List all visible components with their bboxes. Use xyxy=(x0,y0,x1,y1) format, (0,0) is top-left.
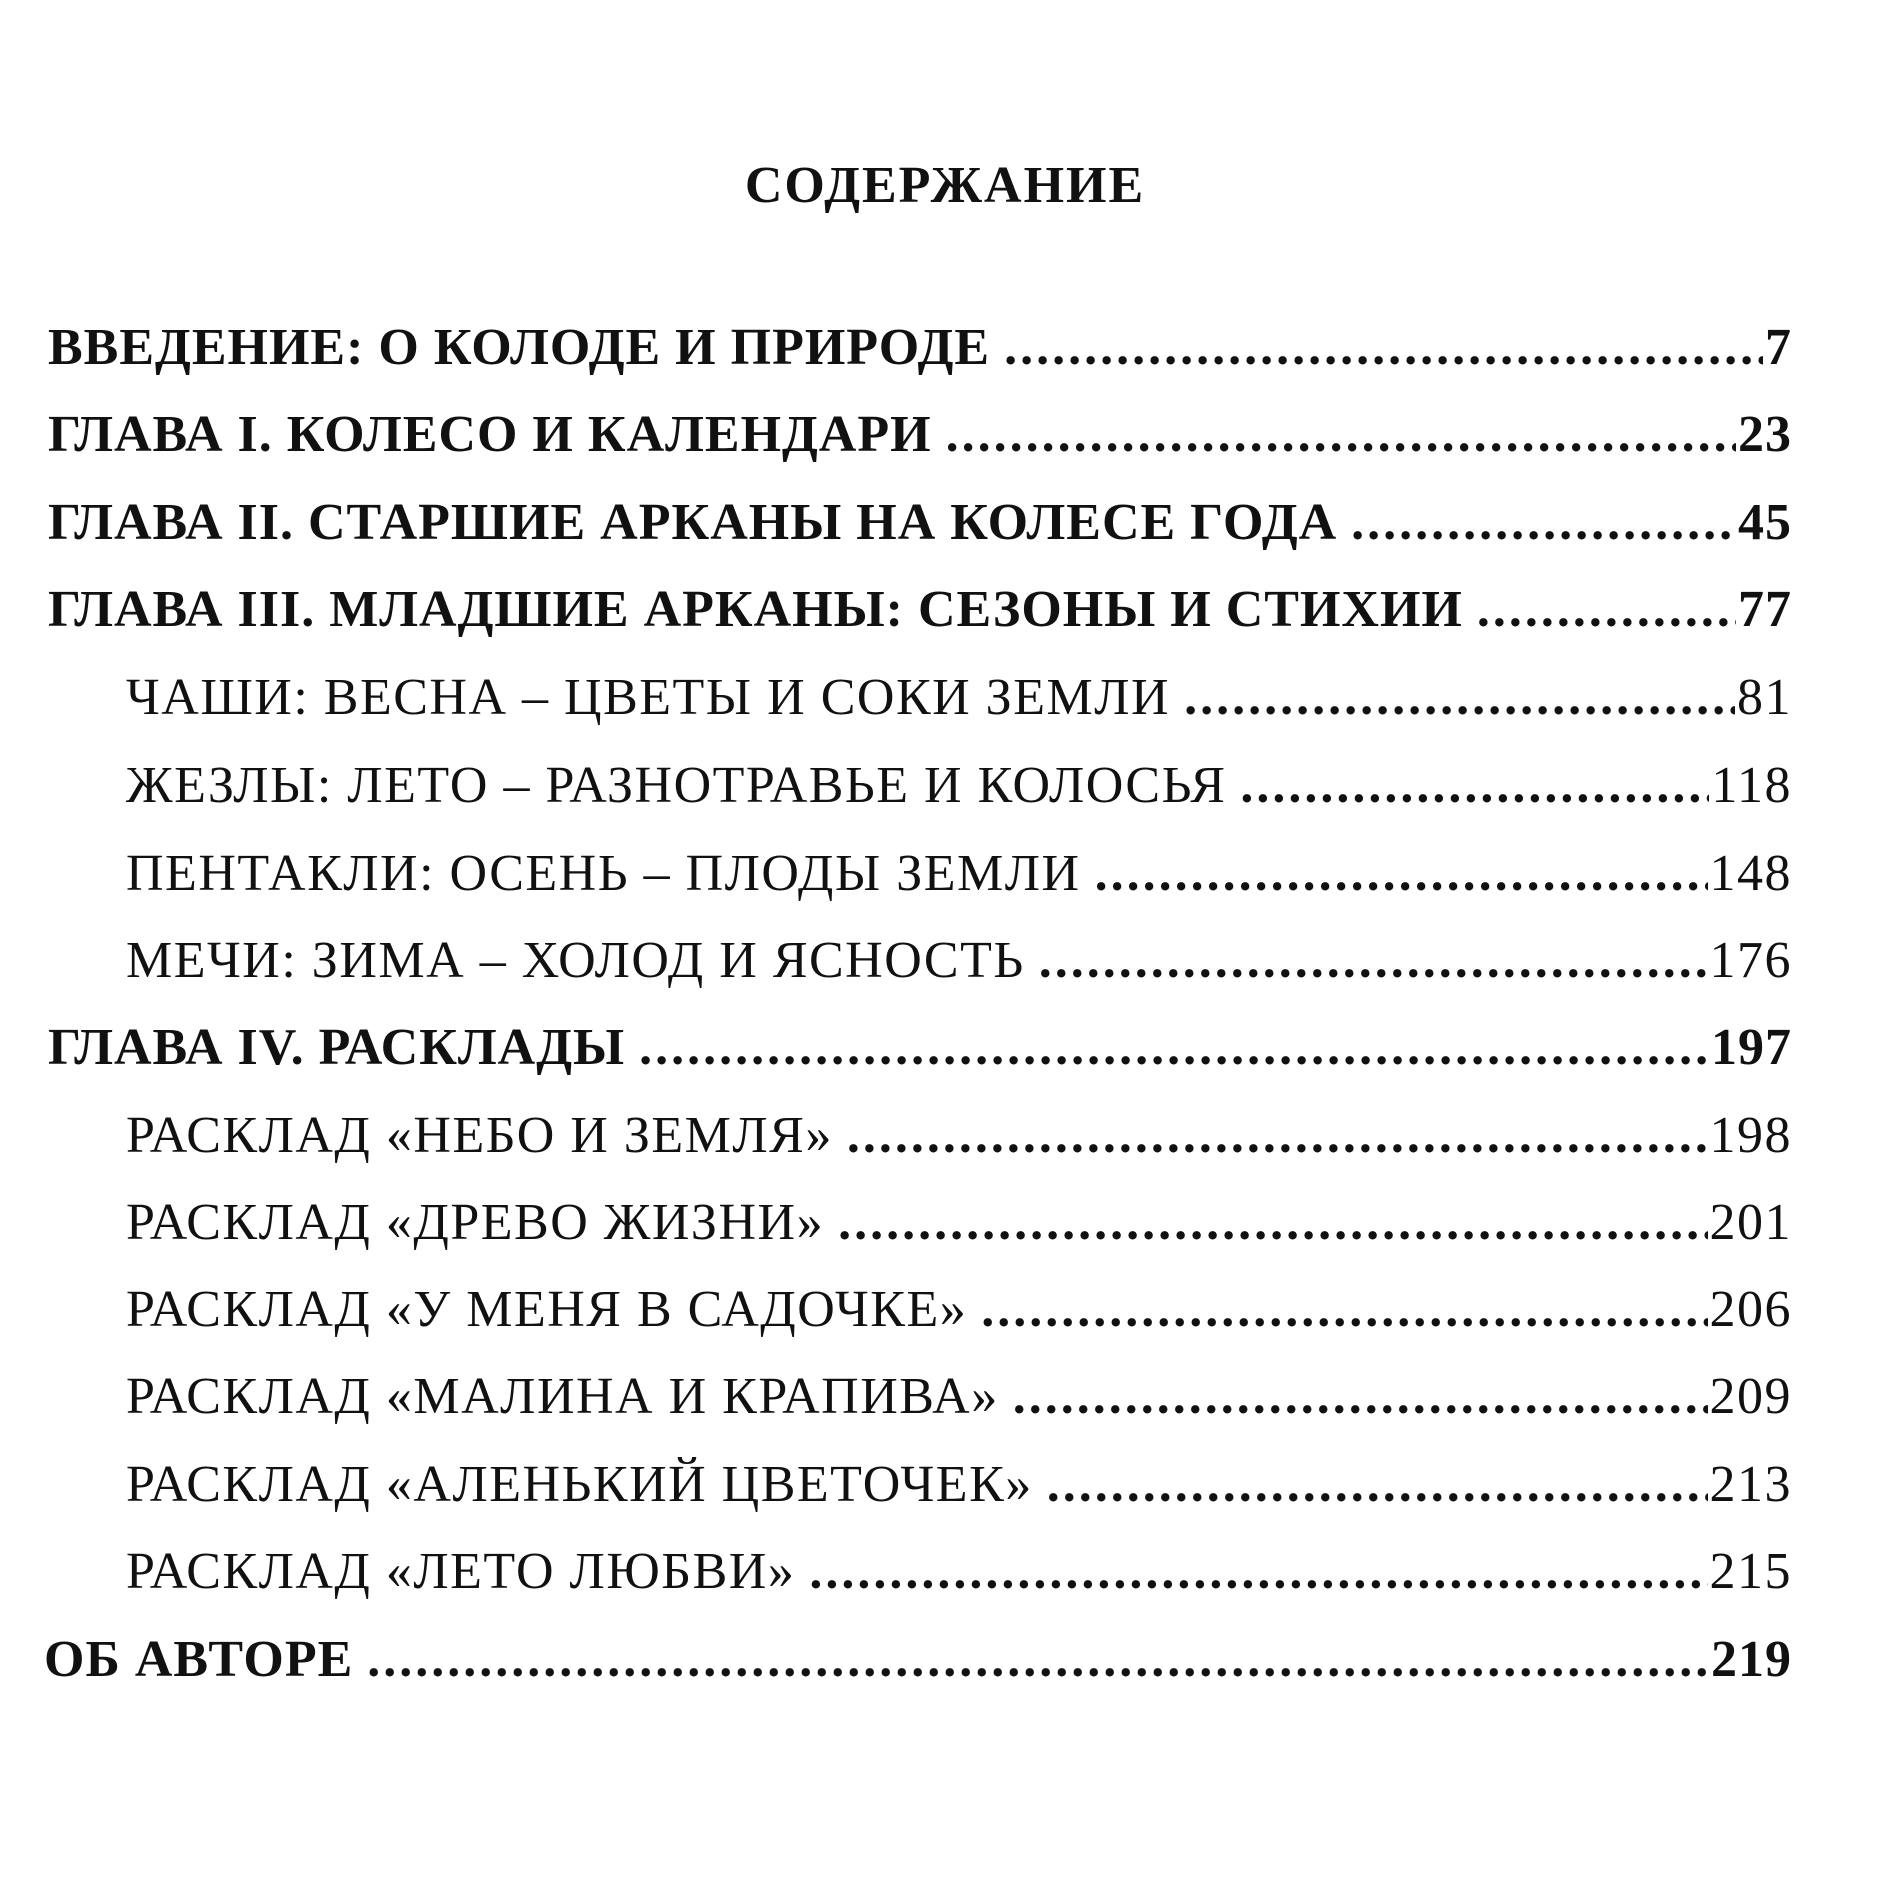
toc-entry-label: ПЕНТАКЛИ: ОСЕНЬ – ПЛОДЫ ЗЕМЛИ xyxy=(126,845,1081,902)
toc-entry-spread-tree-of-life[interactable] xyxy=(126,1194,1792,1251)
toc-entry-label: ЧАШИ: ВЕСНА – ЦВЕТЫ И СОКИ ЗЕМЛИ xyxy=(126,669,1171,726)
toc-entry-page-number: 206 xyxy=(1709,1281,1792,1338)
toc-entry-page-number: 197 xyxy=(1711,1019,1792,1076)
toc-entry-page-number: 118 xyxy=(1711,757,1792,814)
toc-entry-chapter-4[interactable] xyxy=(48,1019,1792,1076)
toc-entry-label: РАСКЛАД «ДРЕВО ЖИЗНИ» xyxy=(126,1194,825,1251)
toc-entry-label: ГЛАВА II. СТАРШИЕ АРКАНЫ НА КОЛЕСЕ ГОДА xyxy=(48,494,1338,551)
toc-entry-label: РАСКЛАД «НЕБО И ЗЕМЛЯ» xyxy=(126,1107,833,1164)
toc-entry-spread-garden[interactable] xyxy=(126,1281,1792,1338)
toc-entry-cups[interactable] xyxy=(126,669,1792,726)
toc-entry-swords[interactable] xyxy=(126,932,1792,989)
dot-leader xyxy=(1095,848,1708,900)
toc-entry-page-number: 77 xyxy=(1738,581,1792,638)
toc-entry-page-number: 198 xyxy=(1709,1107,1792,1164)
dot-leader xyxy=(1047,1459,1708,1511)
dot-leader xyxy=(1240,760,1709,812)
dot-leader xyxy=(838,1197,1707,1249)
dot-leader xyxy=(367,1634,1709,1686)
toc-entry-page-number: 81 xyxy=(1737,669,1792,726)
toc-entry-chapter-1[interactable] xyxy=(48,406,1792,463)
dot-leader xyxy=(1004,322,1763,374)
toc-entry-label: ГЛАВА III. МЛАДШИЕ АРКАНЫ: СЕЗОНЫ И СТИХИИ xyxy=(48,581,1463,638)
toc-entry-label: РАСКЛАД «МАЛИНА И КРАПИВА» xyxy=(126,1368,999,1425)
toc-entry-page-number: 23 xyxy=(1738,406,1792,463)
toc-entry-label: ОБ АВТОРЕ xyxy=(44,1631,354,1688)
dot-leader xyxy=(1039,935,1708,987)
toc-entry-page-number: 215 xyxy=(1709,1543,1792,1600)
toc-entry-spread-raspberry-nettle[interactable] xyxy=(126,1368,1792,1425)
toc-entry-spread-scarlet-flower[interactable] xyxy=(126,1456,1792,1513)
page-title: СОДЕРЖАНИЕ xyxy=(744,157,1146,214)
toc-entry-label: ГЛАВА I. КОЛЕСО И КАЛЕНДАРИ xyxy=(48,406,932,463)
toc-entry-about-author[interactable] xyxy=(44,1631,1792,1688)
toc-entry-page-number: 176 xyxy=(1709,932,1792,989)
toc-entry-label: ГЛАВА IV. РАСКЛАДЫ xyxy=(48,1019,626,1076)
toc-entry-wands[interactable] xyxy=(126,757,1792,814)
toc-entry-page-number: 201 xyxy=(1709,1194,1792,1251)
toc-entry-label: РАСКЛАД «ЛЕТО ЛЮБВИ» xyxy=(126,1543,796,1600)
dot-leader xyxy=(1351,497,1736,549)
toc-entry-spread-summer-of-love[interactable] xyxy=(126,1543,1792,1600)
toc-entry-pentacles[interactable] xyxy=(126,845,1792,902)
toc-entry-label: РАСКЛАД «АЛЕНЬКИЙ ЦВЕТОЧЕК» xyxy=(126,1456,1033,1513)
dot-leader xyxy=(1477,584,1736,636)
dot-leader xyxy=(847,1110,1708,1162)
toc-entry-page-number: 209 xyxy=(1709,1368,1792,1425)
toc-entry-chapter-3[interactable] xyxy=(48,581,1792,638)
dot-leader xyxy=(1184,672,1735,724)
dot-leader xyxy=(1013,1371,1708,1423)
dot-leader xyxy=(946,409,1736,461)
toc-entry-introduction[interactable] xyxy=(48,319,1792,376)
toc-entry-page-number: 7 xyxy=(1765,319,1792,376)
toc-entry-page-number: 45 xyxy=(1738,494,1792,551)
toc-entry-page-number: 213 xyxy=(1709,1456,1792,1513)
toc-entry-page-number: 148 xyxy=(1709,845,1792,902)
toc-entry-spread-sky-earth[interactable] xyxy=(126,1107,1792,1164)
toc-entry-label: ЖЕЗЛЫ: ЛЕТО – РАЗНОТРАВЬЕ И КОЛОСЬЯ xyxy=(126,757,1227,814)
toc-entry-label: МЕЧИ: ЗИМА – ХОЛОД И ЯСНОСТЬ xyxy=(126,932,1025,989)
toc-entry-page-number: 219 xyxy=(1711,1631,1792,1688)
toc-entry-label: ВВЕДЕНИЕ: О КОЛОДЕ И ПРИРОДЕ xyxy=(48,319,991,376)
dot-leader xyxy=(981,1284,1707,1336)
dot-leader xyxy=(809,1546,1707,1598)
dot-leader xyxy=(639,1022,1709,1074)
toc-entry-label: РАСКЛАД «У МЕНЯ В САДОЧКЕ» xyxy=(126,1281,968,1338)
toc-entry-chapter-2[interactable] xyxy=(48,494,1792,551)
